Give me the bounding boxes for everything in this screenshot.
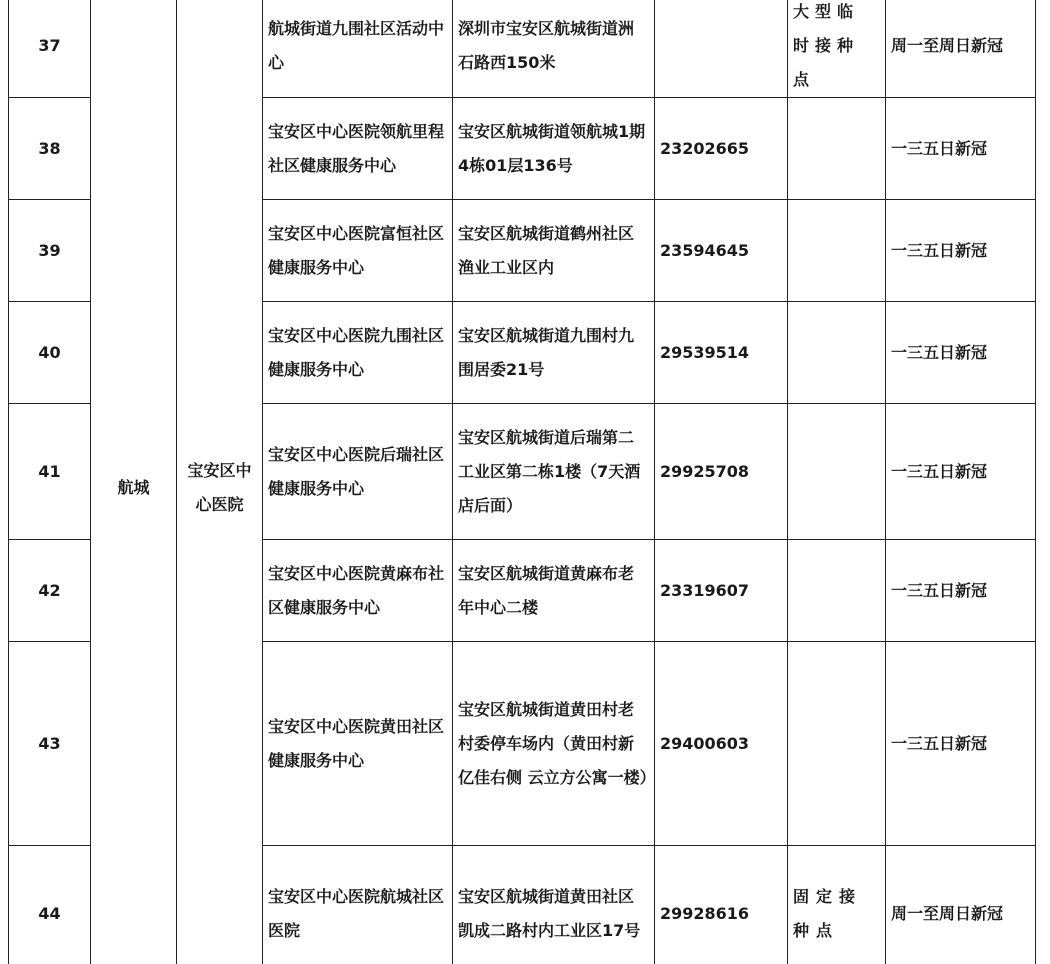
site-type: [788, 642, 886, 846]
site-name: 宝安区中心医院领航里程社区健康服务中心: [263, 98, 453, 200]
site-type: [788, 404, 886, 540]
site-schedule: 一三五日新冠: [886, 302, 1036, 404]
table-row: [9, 0, 1036, 98]
site-type: [788, 98, 886, 200]
site-phone: 23202665: [655, 98, 788, 200]
site-type: [788, 200, 886, 302]
row-number: 44: [9, 846, 91, 964]
site-name: 宝安区中心医院后瑞社区健康服务中心: [263, 404, 453, 540]
site-phone: 29539514: [655, 302, 788, 404]
site-phone: 29928616: [655, 846, 788, 964]
row-number: 42: [9, 540, 91, 642]
site-address: 宝安区航城街道领航城1期4栋01层136号: [453, 98, 655, 200]
site-name: 宝安区中心医院黄麻布社区健康服务中心: [263, 540, 453, 642]
site-schedule: 一三五日新冠: [886, 642, 1036, 846]
site-name: 宝安区中心医院航城社区医院: [263, 846, 453, 964]
site-address: 宝安区航城街道黄麻布老年中心二楼: [453, 540, 655, 642]
site-schedule: 周一至周日新冠: [886, 846, 1036, 964]
row-number: 37: [9, 0, 91, 98]
site-phone: 23594645: [655, 200, 788, 302]
site-address: 宝安区航城街道黄田村老村委停车场内（黄田村新亿佳右侧 云立方公寓一楼）: [453, 642, 655, 846]
site-type: [788, 302, 886, 404]
site-name: 航城街道九围社区活动中心: [263, 0, 453, 98]
street-cell: 航城: [91, 0, 177, 964]
row-number: 39: [9, 200, 91, 302]
site-name: 宝安区中心医院黄田社区健康服务中心: [263, 642, 453, 846]
site-name: 宝安区中心医院九围社区健康服务中心: [263, 302, 453, 404]
site-phone: 29400603: [655, 642, 788, 846]
site-address: 宝安区航城街道后瑞第二工业区第二栋1楼（7天酒店后面）: [453, 404, 655, 540]
vaccination-sites-table: [8, 0, 1036, 964]
site-schedule: 一三五日新冠: [886, 404, 1036, 540]
site-address: 宝安区航城街道鹤州社区渔业工业区内: [453, 200, 655, 302]
hospital-cell: 宝安区中心医院: [177, 0, 263, 964]
row-number: 43: [9, 642, 91, 846]
site-phone: [655, 0, 788, 98]
site-schedule: 周一至周日新冠: [886, 0, 1036, 98]
site-schedule: 一三五日新冠: [886, 200, 1036, 302]
site-phone: 23319607: [655, 540, 788, 642]
site-address: 深圳市宝安区航城街道洲石路西150米: [453, 0, 655, 98]
site-type: 固定接种点: [788, 846, 886, 964]
site-name: 宝安区中心医院富恒社区健康服务中心: [263, 200, 453, 302]
site-address: 宝安区航城街道九围村九围居委21号: [453, 302, 655, 404]
site-schedule: 一三五日新冠: [886, 540, 1036, 642]
site-phone: 29925708: [655, 404, 788, 540]
site-type: 大型临时接种点: [788, 0, 886, 98]
row-number: 41: [9, 404, 91, 540]
row-number: 38: [9, 98, 91, 200]
site-type: [788, 540, 886, 642]
row-number: 40: [9, 302, 91, 404]
site-schedule: 一三五日新冠: [886, 98, 1036, 200]
site-address: 宝安区航城街道黄田社区凯成二路村内工业区17号: [453, 846, 655, 964]
